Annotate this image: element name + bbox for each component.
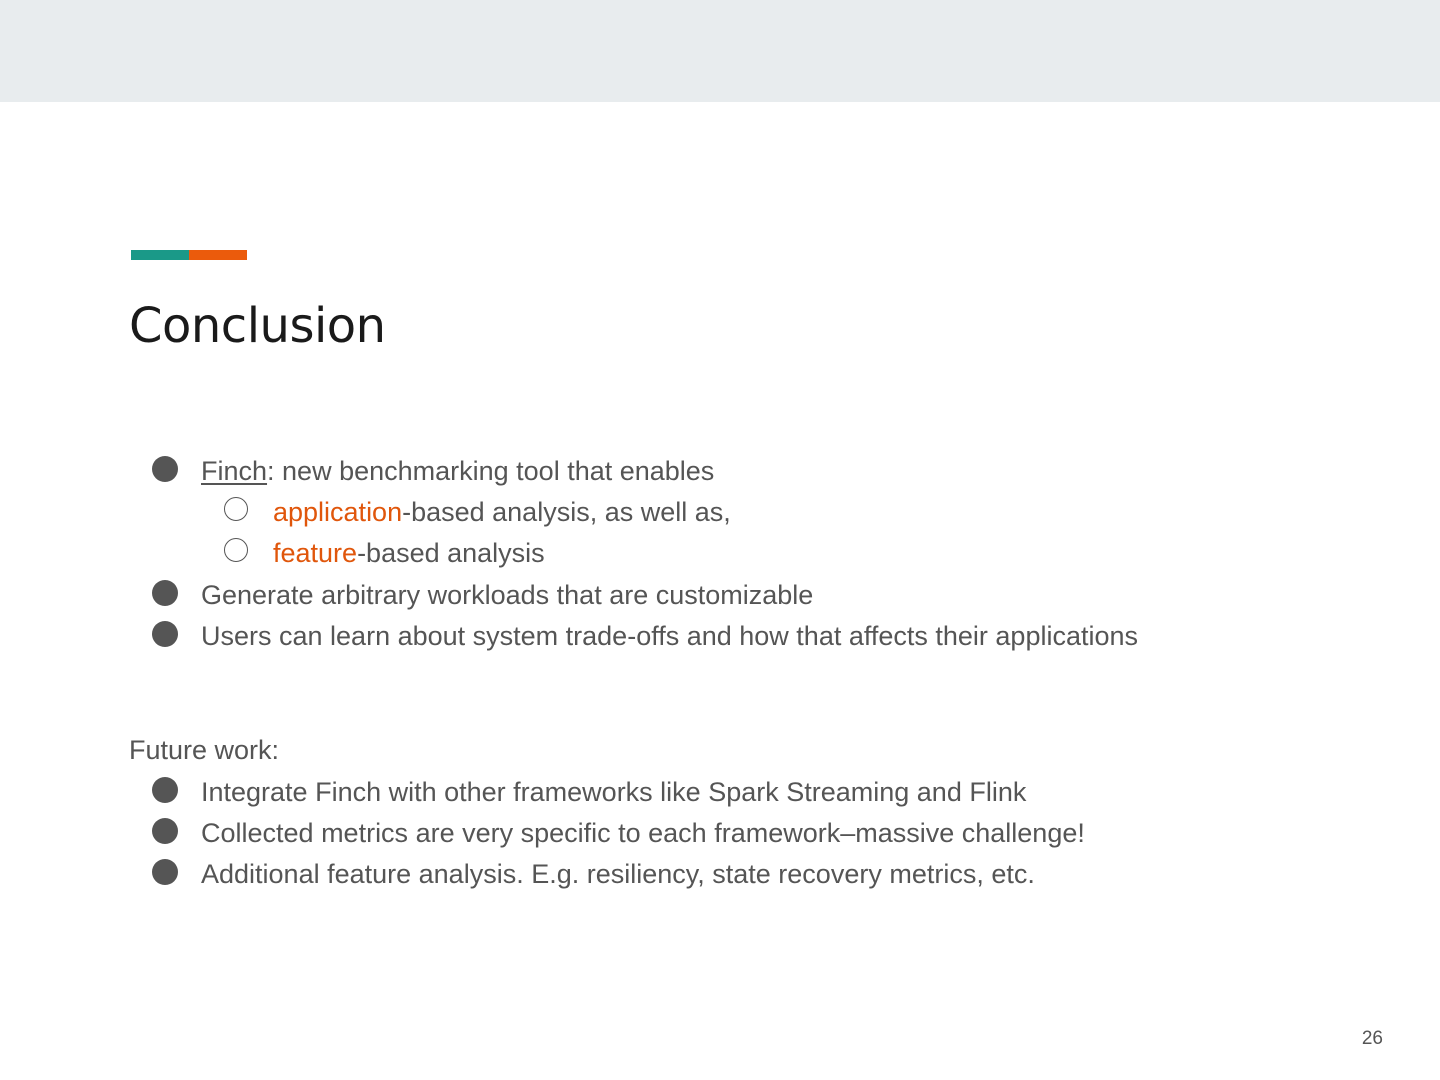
header-band <box>0 0 1440 102</box>
finch-keyword: Finch <box>201 456 268 486</box>
conclusion-subitem-2 <box>273 533 545 573</box>
accent-orange-segment <box>189 250 247 260</box>
sub-bullet-circle <box>224 538 248 562</box>
conclusion-subitem-1 <box>273 492 731 532</box>
slide-title: Conclusion <box>129 298 386 354</box>
title-accent-bar <box>131 250 247 260</box>
sub-bullet-circle <box>224 497 248 521</box>
conclusion-subitem-2-text: -based analysis <box>357 538 545 568</box>
future-work-item: Additional feature analysis. E.g. resiliency, state recovery metrics, etc. <box>201 859 1035 889</box>
conclusion-item-2: Generate arbitrary workloads that are customizable <box>201 580 814 610</box>
bullet-dot <box>152 777 178 803</box>
conclusion-subitem-1-text: -based analysis, as well as, <box>402 497 731 527</box>
future-work-item: Collected metrics are very specific to each framework–massive challenge! <box>201 818 1085 848</box>
future-work-item: Integrate Finch with other frameworks like Spark Streaming and Flink <box>201 777 1027 807</box>
accent-teal-segment <box>131 250 189 260</box>
conclusion-item-1 <box>201 451 714 491</box>
bullet-dot <box>152 580 178 606</box>
bullet-dot <box>152 456 178 482</box>
bullet-dot <box>152 621 178 647</box>
conclusion-item-3: Users can learn about system trade-offs and how that affects their applications <box>201 621 1139 651</box>
highlight-application: application <box>273 497 403 527</box>
bullet-dot <box>152 818 178 844</box>
conclusion-item-1-text: : new benchmarking tool that enables <box>267 456 715 486</box>
bullet-dot <box>152 859 178 885</box>
page-number: 26 <box>1361 1028 1383 1049</box>
future-work-heading: Future work: <box>129 735 280 765</box>
highlight-feature: feature <box>273 538 358 568</box>
